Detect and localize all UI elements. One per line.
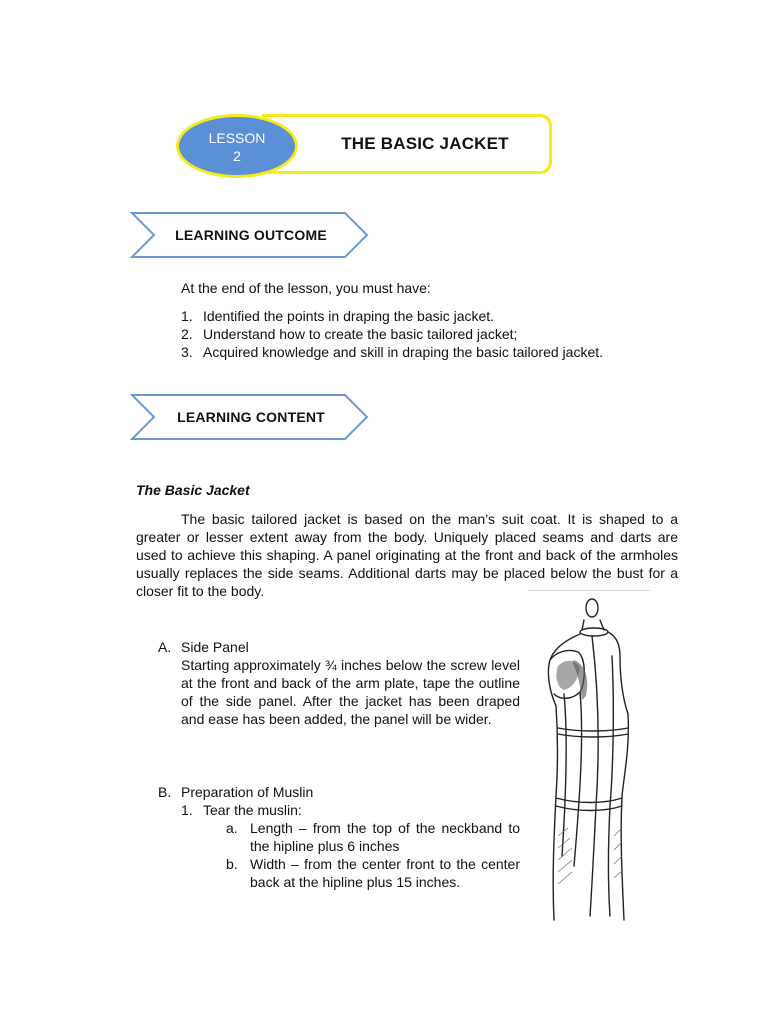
outcome-intro: At the end of the lesson, you must have: bbox=[181, 280, 431, 296]
figure-divider bbox=[528, 590, 650, 591]
list-item: a. Length – from the top of the neckband to the hipline plus 6 inches bbox=[226, 820, 520, 854]
learning-content-label: LEARNING CONTENT bbox=[177, 409, 325, 425]
lesson-title: THE BASIC JACKET bbox=[341, 134, 509, 153]
section-b bbox=[158, 783, 520, 891]
intro-paragraph: The basic tailored jacket is based on the man’s suit coat. It is shaped to a greater or lesser extent away from the body. Uniquely placed seams and darts are used to achieve this shaping. A panel originating at the front and back of the armholes usually replaces the side seams. Additional darts may be placed below the bust for a closer fit to the body. bbox=[136, 511, 678, 599]
lesson-number: 2 bbox=[233, 148, 241, 164]
list-item: 2. Understand how to create the basic tailored jacket; bbox=[181, 326, 518, 342]
learning-content-header bbox=[130, 393, 370, 443]
learning-outcome-header bbox=[130, 211, 370, 261]
section-subtitle: The Basic Jacket bbox=[136, 482, 250, 498]
list-item: 1. Identified the points in draping the basic jacket. bbox=[181, 308, 495, 324]
section-b-title: Preparation of Muslin bbox=[181, 784, 314, 800]
learning-outcome-label: LEARNING OUTCOME bbox=[175, 227, 327, 243]
lesson-label: LESSON bbox=[208, 130, 266, 146]
section-a-letter: A. bbox=[158, 639, 172, 655]
lesson-number-badge bbox=[176, 114, 298, 178]
section-b-letter: B. bbox=[158, 784, 172, 800]
list-item: b. Width – from the center front to the center back at the hipline plus 15 inches. bbox=[226, 856, 520, 890]
step-item: 1. Tear the muslin: bbox=[181, 802, 302, 818]
outcome-list bbox=[181, 307, 681, 361]
section-a bbox=[158, 638, 520, 728]
list-item: 3. Acquired knowledge and skill in draping the basic tailored jacket. bbox=[181, 344, 604, 360]
section-a-text: Starting approximately ¾ inches below the screw level at the front and back of the arm plate, tape the outline of the side panel. After the jacket has been draped and ease has been added, the panel will be wider. bbox=[181, 657, 520, 727]
dress-form-illustration bbox=[528, 596, 648, 926]
section-a-title: Side Panel bbox=[181, 639, 249, 655]
